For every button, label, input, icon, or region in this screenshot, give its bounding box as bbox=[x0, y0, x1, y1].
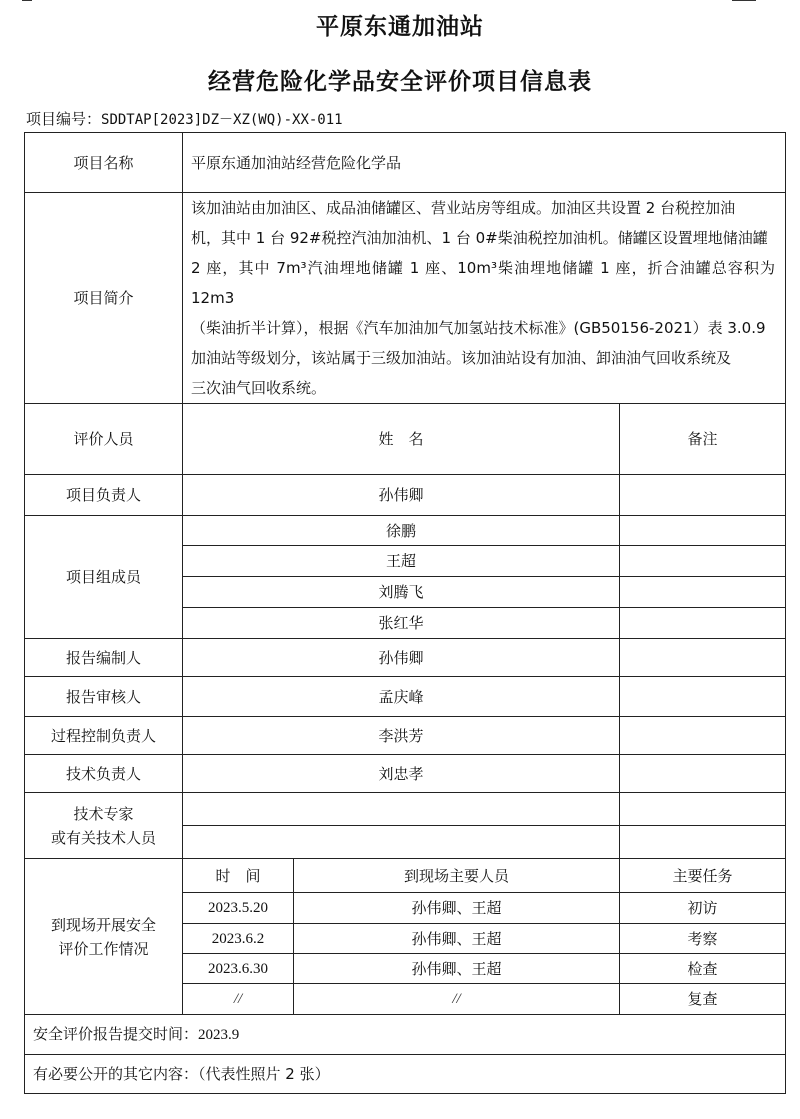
project-intro-label: 项目简介 bbox=[25, 193, 183, 404]
intro-line: 该加油站由加油区、成品油储罐区、营业站房等组成。加油区共设置 2 台税控加油 bbox=[191, 199, 736, 217]
site-row-people: 孙伟卿、王超 bbox=[294, 924, 620, 954]
row-project-name bbox=[25, 133, 786, 193]
member-name: 张红华 bbox=[183, 608, 620, 639]
process-control-name: 李洪芳 bbox=[183, 717, 620, 755]
row-personnel-header bbox=[25, 404, 786, 475]
row-experts bbox=[25, 793, 786, 826]
intro-line: （柴油折半计算），根据《汽车加油加气加氢站技术标准》(GB50156-2021）表 3.0.9 bbox=[191, 319, 766, 337]
project-number-value: SDDTAP[2023]DZ－XZ(WQ)-XX-011 bbox=[101, 112, 343, 128]
members-role: 项目组成员 bbox=[25, 516, 183, 639]
other-content-label: 有必要公开的其它内容： bbox=[33, 1065, 199, 1083]
row-submit-time bbox=[25, 1015, 786, 1055]
row-technical-lead bbox=[25, 755, 786, 793]
site-row-time: 2023.6.2 bbox=[183, 924, 294, 954]
row-report-author bbox=[25, 639, 786, 677]
member-note bbox=[620, 546, 786, 577]
other-content-value: （代表性照片 2 张） bbox=[198, 1065, 330, 1083]
row-process-control bbox=[25, 717, 786, 755]
row-leader bbox=[25, 475, 786, 516]
submit-time-label: 安全评价报告提交时间： bbox=[33, 1025, 199, 1043]
technical-lead-name: 刘忠孝 bbox=[183, 755, 620, 793]
site-work-label-line2: 评价工作情况 bbox=[58, 939, 149, 958]
page-edge-mark-right bbox=[732, 0, 756, 1]
intro-line: 加油站等级划分，该站属于三级加油站。该加油站设有加油、卸油油气回收系统及 bbox=[191, 349, 732, 367]
site-work-label bbox=[25, 859, 183, 1015]
leader-name: 孙伟卿 bbox=[183, 475, 620, 516]
site-row-task: 检查 bbox=[620, 954, 786, 984]
page-edge-mark-left bbox=[22, 0, 32, 1]
site-header-time: 时 间 bbox=[183, 859, 294, 893]
leader-note bbox=[620, 475, 786, 516]
site-row-people: // bbox=[294, 984, 620, 1015]
report-author-name: 孙伟卿 bbox=[183, 639, 620, 677]
header-note: 备注 bbox=[620, 404, 786, 475]
row-report-reviewer bbox=[25, 677, 786, 717]
member-note bbox=[620, 608, 786, 639]
site-work-label-line1: 到现场开展安全 bbox=[50, 915, 156, 934]
intro-line: 机，其中 1 台 92#税控汽油加油机、1 台 0#柴油税控加油机。储罐区设置埋地储油罐 bbox=[191, 229, 768, 247]
technical-lead-note bbox=[620, 755, 786, 793]
member-note bbox=[620, 516, 786, 546]
member-note bbox=[620, 577, 786, 608]
submit-time-value: 2023.9 bbox=[198, 1027, 240, 1043]
process-control-note bbox=[620, 717, 786, 755]
process-control-role: 过程控制负责人 bbox=[25, 717, 183, 755]
intro-line: 2 座，其中 7m³汽油埋地储罐 1 座、10m³柴油埋地储罐 1 座，折合油罐总容积为 12m3 bbox=[191, 259, 776, 307]
header-role: 评价人员 bbox=[25, 404, 183, 475]
site-row-time: 2023.6.30 bbox=[183, 954, 294, 984]
experts-role-line2: 或有关技术人员 bbox=[50, 828, 156, 847]
project-number-label: 项目编号： bbox=[26, 110, 102, 128]
report-reviewer-role: 报告审核人 bbox=[25, 677, 183, 717]
report-author-role: 报告编制人 bbox=[25, 639, 183, 677]
site-row-task: 复查 bbox=[620, 984, 786, 1015]
project-name-value: 平原东通加油站经营危险化学品 bbox=[183, 133, 786, 193]
member-name: 刘腾飞 bbox=[183, 577, 620, 608]
site-row-task: 初访 bbox=[620, 893, 786, 924]
other-content bbox=[25, 1055, 786, 1094]
member-name: 王超 bbox=[183, 546, 620, 577]
site-header-people: 到现场主要人员 bbox=[294, 859, 620, 893]
row-member bbox=[25, 516, 786, 546]
member-name: 徐鹏 bbox=[183, 516, 620, 546]
site-row-time: 2023.5.20 bbox=[183, 893, 294, 924]
experts-note-2 bbox=[620, 826, 786, 859]
experts-note bbox=[620, 793, 786, 826]
intro-line: 三次油气回收系统。 bbox=[191, 379, 327, 397]
experts-role bbox=[25, 793, 183, 859]
document-subtitle: 经营危险化学品安全评价项目信息表 bbox=[208, 69, 592, 95]
site-row-people: 孙伟卿、王超 bbox=[294, 954, 620, 984]
report-author-note bbox=[620, 639, 786, 677]
site-header-task: 主要任务 bbox=[620, 859, 786, 893]
row-site-header bbox=[25, 859, 786, 893]
site-row-task: 考察 bbox=[620, 924, 786, 954]
row-project-intro bbox=[25, 193, 786, 404]
technical-lead-role: 技术负责人 bbox=[25, 755, 183, 793]
project-name-label: 项目名称 bbox=[25, 133, 183, 193]
experts-name bbox=[183, 793, 620, 826]
site-row-people: 孙伟卿、王超 bbox=[294, 893, 620, 924]
leader-role: 项目负责人 bbox=[25, 475, 183, 516]
experts-name-2 bbox=[183, 826, 620, 859]
site-row-time: // bbox=[183, 984, 294, 1015]
experts-role-line1: 技术专家 bbox=[73, 804, 134, 823]
report-reviewer-name: 孟庆峰 bbox=[183, 677, 620, 717]
info-table bbox=[24, 132, 786, 1094]
submit-time bbox=[25, 1015, 786, 1055]
header-name: 姓 名 bbox=[183, 404, 620, 475]
project-number bbox=[26, 108, 343, 129]
row-other-content bbox=[25, 1055, 786, 1094]
report-reviewer-note bbox=[620, 677, 786, 717]
document-title: 平原东通加油站 bbox=[316, 14, 484, 40]
project-intro-text bbox=[183, 193, 786, 404]
